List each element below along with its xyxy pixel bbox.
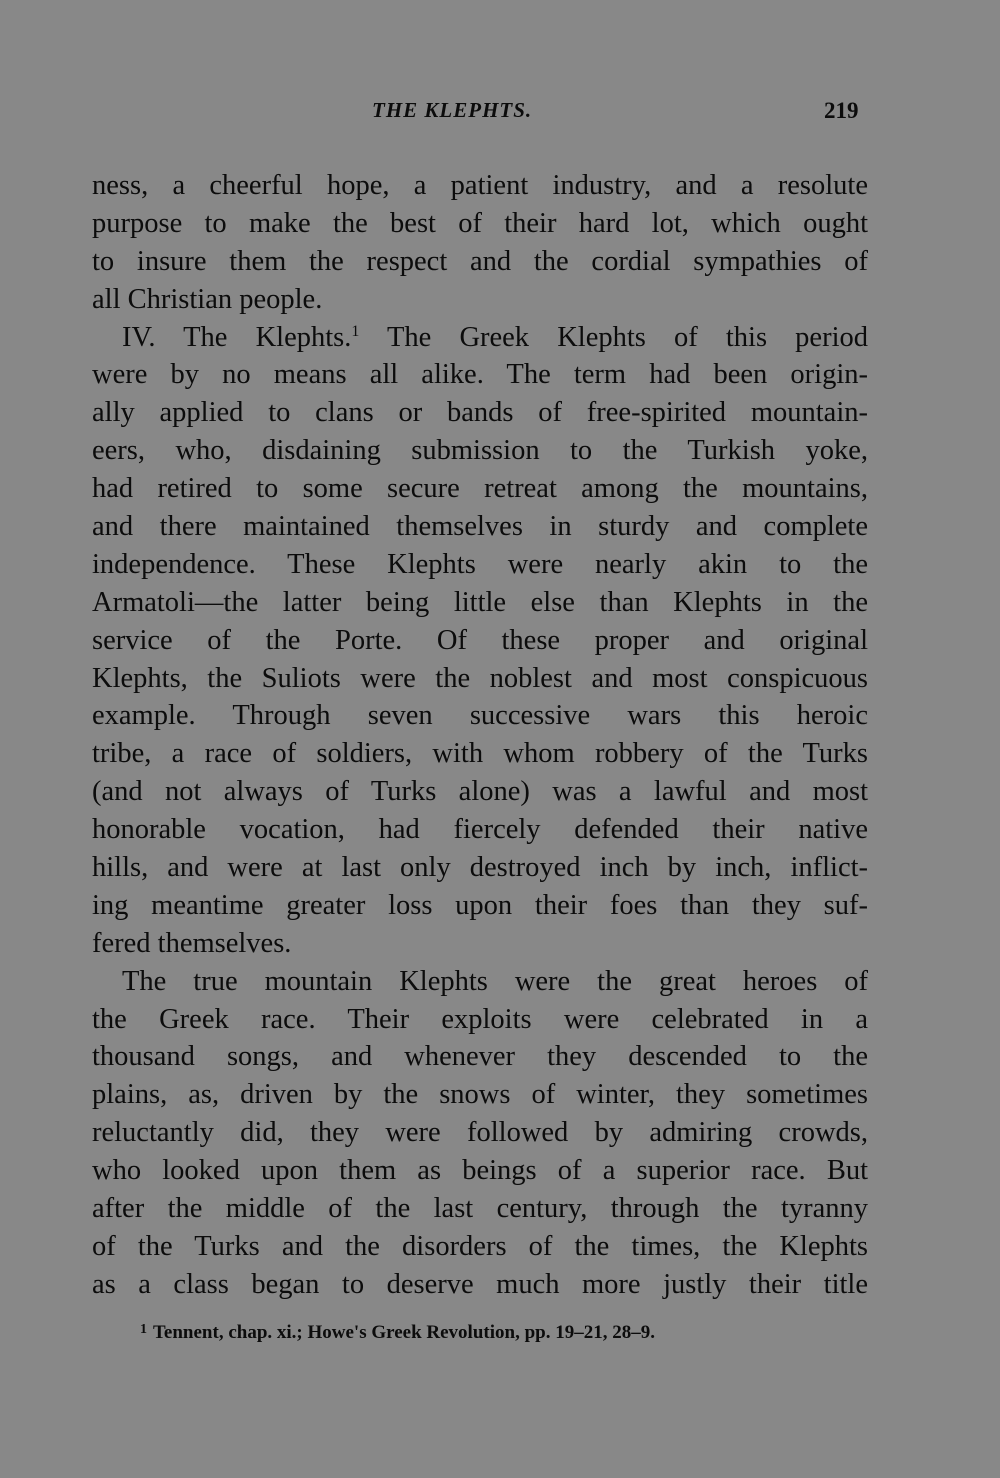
text-line: all Christian people. — [92, 283, 323, 315]
footnote — [140, 1322, 655, 1344]
page-number: 219 — [824, 98, 859, 123]
footnote-text: Tennent, chap. xi.; Howe's Greek Revolution, pp. 19–21, 28–9. — [153, 1322, 655, 1343]
section-heading-line — [92, 319, 868, 357]
text-line: The true mountain Klephts were the great heroes of — [122, 965, 868, 997]
text-line: ing meantime greater loss upon their foes than they suf- — [92, 889, 868, 921]
text-line: as a class began to deserve much more justly their title — [92, 1268, 868, 1300]
body-text — [92, 167, 868, 1304]
text-line: to insure them the respect and the cordial sympathies of — [92, 245, 868, 277]
text-line: had retired to some secure retreat among the mountains, — [92, 473, 868, 505]
text-line: fered themselves. — [92, 927, 292, 959]
text-line: eers, who, disdaining submission to the Turkish yoke, — [92, 435, 868, 467]
text-line: independence. These Klephts were nearly akin to the — [92, 548, 868, 580]
text-line: the Greek race. Their exploits were celebrated in a — [92, 1003, 868, 1035]
text-line: tribe, a race of soldiers, with whom robbery of the Turks — [92, 738, 868, 770]
text-line: Klephts, the Suliots were the noblest and most conspicuous — [92, 662, 868, 694]
text-line: reluctantly did, they were followed by admiring crowds, — [92, 1117, 868, 1149]
text-line: honorable vocation, had fiercely defended their native — [92, 814, 868, 846]
text-line: who looked upon them as beings of a superior race. But — [92, 1155, 868, 1187]
text-line: ally applied to clans or bands of free-spirited mountain- — [92, 397, 868, 429]
text-line-continuation: The Greek Klephts of this period — [359, 321, 868, 353]
text-line: plains, as, driven by the snows of winter, they sometimes — [92, 1079, 868, 1111]
footnote-ref: 1 — [351, 322, 360, 340]
running-head — [0, 98, 1000, 134]
text-line: after the middle of the last century, through the tyranny — [92, 1193, 868, 1225]
text-line: were by no means all alike. The term had been origin- — [92, 359, 868, 391]
running-title: THE KLEPHTS. — [372, 98, 533, 122]
text-line: purpose to make the best of their hard lot, which ought — [92, 207, 868, 239]
text-line: (and not always of Turks alone) was a lawful and most — [92, 776, 868, 808]
text-line: service of the Porte. Of these proper and original — [92, 624, 868, 656]
text-line: of the Turks and the disorders of the times, the Klephts — [92, 1230, 868, 1262]
section-heading: IV. The Klephts. — [122, 321, 352, 353]
text-line: and there maintained themselves in sturdy and complete — [92, 511, 868, 543]
text-line: ness, a cheerful hope, a patient industry, and a resolute — [92, 170, 868, 201]
text-line: Armatoli—the latter being little else than Klephts in the — [92, 586, 868, 618]
text-line: thousand songs, and whenever they descended to the — [92, 1041, 868, 1073]
footnote-mark: 1 — [140, 1322, 147, 1337]
text-line: example. Through seven successive wars this heroic — [92, 700, 868, 732]
text-line: hills, and were at last only destroyed inch by inch, inflict- — [92, 852, 868, 884]
